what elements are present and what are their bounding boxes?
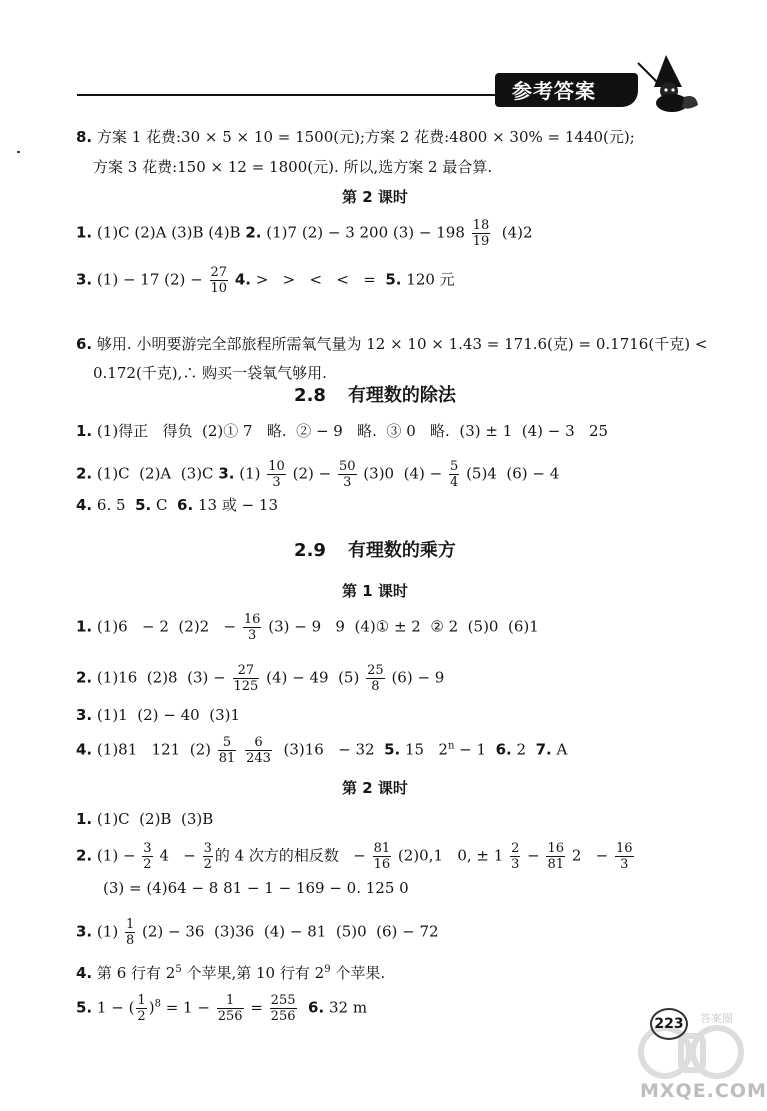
lesson-heading-1: 第 1 课时 (342, 582, 408, 600)
fraction-denominator: 8 (371, 679, 380, 694)
header-title: 参考答案 (512, 79, 596, 103)
fraction-denominator: 243 (246, 751, 271, 766)
fraction (546, 841, 565, 872)
fraction (267, 459, 286, 490)
fraction (615, 841, 634, 872)
fraction (338, 459, 357, 490)
fraction-denominator: 2 (143, 857, 152, 872)
answer-6-line-2: 0.172(千克),∴ 购买一袋氧气够用. (93, 364, 327, 382)
fraction-numerator: 18 (472, 218, 490, 233)
fraction-numerator: 255 (270, 993, 296, 1008)
lesson-heading-2: 第 2 课时 (342, 188, 408, 206)
fraction-numerator: 16 (616, 841, 633, 856)
fraction-numerator: 1 (125, 917, 135, 932)
fraction (510, 841, 520, 872)
lesson-heading-2b: 第 2 课时 (342, 779, 408, 797)
fraction (366, 663, 385, 694)
fraction-numerator: 5 (450, 459, 459, 474)
fraction-denominator: 8 (125, 933, 135, 948)
fraction (243, 612, 262, 643)
watermark-site: MXQE.COM (640, 1080, 767, 1102)
section-heading-2-8: 2.8 有理数的除法 (294, 385, 456, 406)
fraction-denominator: 256 (270, 1009, 296, 1024)
watermark-brand: 答案圈 (700, 1012, 733, 1025)
fraction-numerator: 27 (233, 663, 260, 679)
fraction-denominator: 256 (217, 1009, 243, 1024)
fraction-denominator: 3 (343, 475, 352, 490)
s29-answer-1: 1. (1)6 − 2 (2)2 − $\frac{16}{3}$ (3) − 9 9 (4)① ± 2 ② 2 (5)0 (6)1 (76, 612, 539, 643)
fraction (218, 735, 237, 766)
fraction-denominator: 2 (137, 1009, 146, 1024)
margin-mark (17, 151, 20, 153)
fraction-numerator: 16 (243, 612, 261, 627)
fraction (210, 265, 229, 296)
fraction (125, 917, 135, 948)
fraction (142, 841, 152, 872)
fraction (373, 841, 392, 872)
answer-6-line-1: 6. 够用. 小明要游完全部旅程所需氧气量为 12 × 10 × 1.43 = 171.6(克) = 0.1716(千克) < (76, 335, 708, 353)
s29b-answer-5-6: 5. 1 − ( $\frac{1}{2}$ )$^8$ = 1 − $\frac{1}{256}$ = $\frac{255}{256}$ 6. 32 m (76, 993, 368, 1024)
fraction (136, 993, 146, 1024)
fraction-numerator: 25 (367, 663, 384, 678)
fraction-numerator: 81 (373, 841, 391, 856)
fraction (217, 993, 244, 1024)
fraction-denominator: 3 (620, 857, 629, 872)
fraction-numerator: 6 (245, 735, 272, 751)
fraction-denominator: 19 (472, 234, 490, 249)
fraction-denominator: 3 (272, 475, 281, 490)
fraction-denominator: 81 (218, 751, 236, 766)
answer-row-1-2: 1. (1)C (2)A (3)B (4)B 2. (1)7 (2) − 3 200 (3) − 198 $\frac{18}{19}$ (4)2 (76, 218, 533, 249)
s29b-answer-2-cont: (3) = (4)64 − 8 81 − 1 − 169 − 0. 125 0 (103, 879, 409, 897)
fraction-numerator: 3 (143, 841, 152, 856)
fraction-denominator: 81 (547, 857, 565, 872)
s29b-answer-3: 3. (1) $\frac{1}{8}$ (2) − 36 (3)36 (4) − 81 (5)0 (6) − 72 (76, 917, 439, 948)
s28-answer-2-3: 2. (1)C (2)A (3)C 3. (1) $\frac{10}{3}$ (2) − $\frac{50}{3}$ (3)0 (4) − $\frac{5}{4}$ (5)4 (6) − 4 (76, 459, 560, 490)
fraction-numerator: 27 (210, 265, 228, 280)
fraction-numerator: 50 (338, 459, 356, 474)
s29b-answer-2: 2. (1) − $\frac{3}{2}$ 4 − $\frac{3}{2}$ 的 4 次方的相反数 − $\frac{81}{16}$ (2)0,1 0, ± 1 $\frac{2}{3}$ − $\frac{16}{81}$ 2 − $\frac{16}{3}$ (76, 841, 633, 872)
s29b-answer-1: 1. (1)C (2)B (3)B (76, 810, 214, 828)
answer-8-line-2: 方案 3 花费:150 × 12 = 1800(元). 所以,选方案 2 最合算. (93, 158, 493, 176)
fraction-denominator: 10 (210, 281, 228, 296)
fraction-denominator: 125 (233, 679, 259, 694)
fraction-denominator: 3 (511, 857, 520, 872)
fraction-denominator: 2 (203, 857, 212, 872)
fraction (245, 735, 272, 766)
fraction (233, 663, 260, 694)
fraction-numerator: 16 (547, 841, 565, 856)
section-heading-2-9: 2.9 有理数的乘方 (294, 540, 456, 561)
s29-answer-3: 3. (1)1 (2) − 40 (3)1 (76, 706, 241, 724)
wizard-mascot-icon (636, 53, 702, 113)
fraction-numerator: 5 (218, 735, 237, 751)
fraction-denominator: 16 (373, 857, 391, 872)
fraction-numerator: 1 (217, 993, 244, 1009)
answer-8-line-1: 8. 方案 1 花费:30 × 5 × 10 = 1500(元);方案 2 花费:4800 × 30% = 1440(元); (76, 128, 635, 146)
s29-answer-4-7: 4. (1)81 121 (2) $\frac{5}{81}$ $\frac{6}{243}$ (3)16 − 32 5. 15 $2^n - 1$ 6. 2 7. A (76, 735, 568, 766)
fraction-numerator: 2 (511, 841, 520, 856)
fraction (472, 218, 491, 249)
fraction-denominator: 3 (248, 628, 257, 643)
page-number: 223 (650, 1008, 688, 1040)
answer-row-3-5: 3. (1) − 17 (2) − $\frac{27}{10}$ 4. > > < < = 5. 120 元 (76, 265, 455, 296)
s28-answer-4-6: 4. 6. 5 5. C 6. 13 或 − 13 (76, 496, 279, 514)
fraction-numerator: 10 (268, 459, 285, 474)
fraction (270, 993, 297, 1024)
s29b-answer-4: 4. 第 6 行有 $2^5$ 个苹果,第 10 行有 $2^9$ 个苹果. (76, 964, 386, 982)
s29-answer-2: 2. (1)16 (2)8 (3) − $\frac{27}{125}$ (4) − 49 (5) $\frac{25}{8}$ (6) − 9 (76, 663, 445, 694)
s28-answer-1: 1. (1)得正 得负 (2)① 7 略. ② − 9 略. ③ 0 略. (3) ± 1 (4) − 3 25 (76, 422, 609, 440)
fraction-numerator: 3 (203, 841, 212, 856)
fraction (449, 459, 459, 490)
fraction (203, 841, 213, 872)
fraction-numerator: 1 (137, 993, 146, 1008)
fraction-denominator: 4 (450, 475, 459, 490)
header-rule (77, 94, 509, 96)
